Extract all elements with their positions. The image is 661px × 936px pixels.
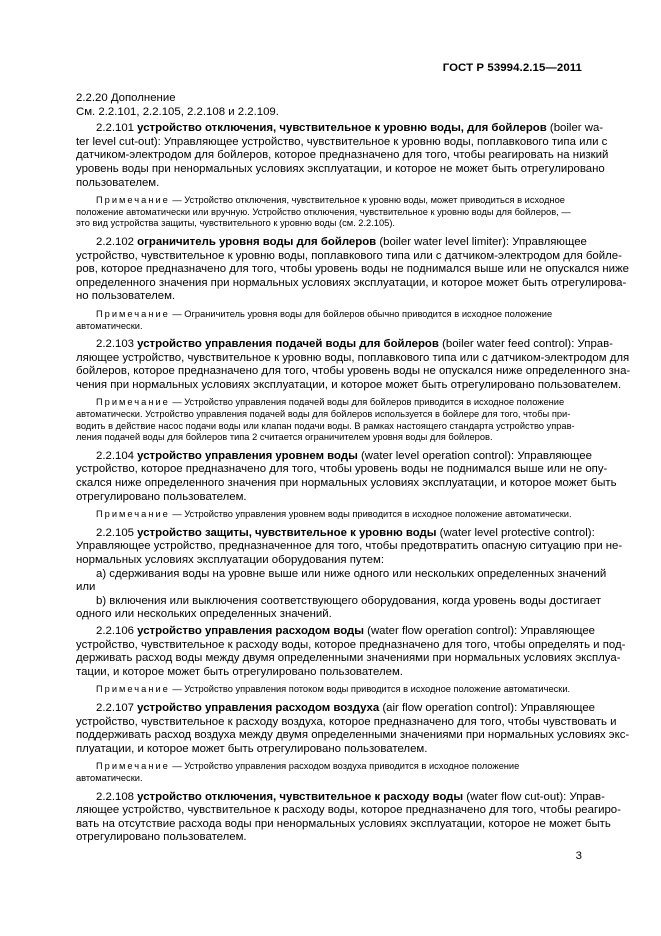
term: устройство управления расходом воздуха	[137, 701, 380, 714]
clause-number: 2.2.105	[96, 526, 138, 539]
section-heading: 2.2.20 Дополнение	[76, 92, 176, 104]
note-text: ления подачей воды для бойлеров типа 2 считается ограничителем уровня воды для бойлеров.	[76, 432, 493, 443]
section-2-2-20	[76, 92, 585, 119]
definition-text: ter level cut-out): Управляющее устройство, чувствительное к уровню воды, поплавкового типа или с	[76, 135, 608, 148]
note-label: Примечание	[96, 397, 170, 408]
definition-text: чения при нормальных условиях эксплуатации, и которое может быть отрегулировано пользователем.	[76, 378, 622, 391]
list-item-a: а) сдерживания воды на уровне выше или ниже одного или нескольких определенных значений	[96, 567, 607, 580]
note-2-2-106	[76, 684, 585, 696]
definition-text: ляющее устройство, чувствительное к уровню воды, поплавкового типа или с датчиком-электродом для	[76, 351, 630, 364]
note-text: — Устройство отключения, чувствительное к уровню воды, может приводиться в исходное	[169, 195, 565, 206]
clause-number: 2.2.106	[96, 624, 138, 637]
definition-text: (water flow operation control): Управляющее	[364, 624, 595, 637]
page-number: 3	[575, 850, 582, 862]
definition-text: (boiler water feed control): Управ-	[438, 338, 613, 351]
note-text: автоматически.	[76, 320, 143, 331]
definition-text: (water level operation control): Управляющее	[357, 449, 592, 462]
definition-text: ляющее устройство, чувствительное к расходу воды, которое предназначено для того, чтобы реагиро-	[76, 804, 621, 817]
definition-text: нормальных условиях эксплуатации оборудования путем:	[76, 554, 385, 566]
definition-text: устройство, чувствительное к расходу воздуха, которое предназначено для того, чтобы чувствовать и	[76, 715, 617, 728]
clause-number: 2.2.108	[96, 790, 138, 803]
note-text: положение автоматически или вручную. Устройство отключения, чувствительное к уровню воды для бойлеров, —	[76, 206, 571, 217]
note-2-2-103	[76, 397, 585, 443]
clause-number: 2.2.101	[96, 122, 138, 135]
definition-2-2-101	[76, 122, 609, 190]
definition-text: отрегулировано пользователем.	[76, 490, 247, 503]
note-text: это вид устройства защиты, чувствительного к уровню воды (см. 2.2.105).	[76, 218, 395, 229]
note-label: Примечание	[96, 761, 170, 772]
section-reference: См. 2.2.101, 2.2.105, 2.2.108 и 2.2.109.	[76, 105, 279, 118]
note-text: водить в действие насос подачи воды или клапан подачи воды. В рамках настоящего стандарта устройство управ-	[76, 420, 575, 431]
term: устройство отключения, чувствительное к уровню воды, для бойлеров	[137, 122, 547, 135]
definition-text: ров, которое предназначено для того, чтобы уровень воды не поднимался выше или не опускался ниже	[76, 263, 629, 276]
definition-text: держивать расход воды между двумя определенными значениями при нормальных условиях эксплуа-	[76, 652, 621, 665]
definition-text: отрегулировано пользователем.	[76, 831, 247, 844]
definition-text: определенного значения при нормальных условиях эксплуатации, и которое может быть отрегулирова-	[76, 276, 627, 289]
clause-number: 2.2.104	[96, 449, 138, 462]
list-connector: или	[76, 581, 96, 594]
note-text: — Ограничитель уровня воды для бойлеров обычно приводится в исходное положение	[169, 308, 553, 319]
definition-2-2-107	[76, 701, 630, 756]
note-label: Примечание	[96, 195, 170, 206]
term: ограничитель уровня воды для бойлеров	[137, 235, 377, 248]
definition-text: (air flow operation control): Управляющее	[379, 701, 596, 714]
note-2-2-101	[76, 195, 585, 230]
term: устройство управления подачей воды для бойлеров	[137, 338, 439, 351]
definition-text: устройство, чувствительное к уровню воды, поплавкового типа или с датчиком-электродом для бойле-	[76, 249, 622, 262]
definition-2-2-108	[76, 790, 621, 845]
definition-text: устройство, чувствительное к расходу воды, которое предназначено для того, чтобы определять и под-	[76, 638, 626, 651]
clause-number: 2.2.102	[96, 235, 138, 248]
clause-number: 2.2.107	[96, 701, 138, 714]
note-text: — Устройство управления подачей воды для бойлеров приводится в исходное положение	[169, 397, 565, 408]
definition-text: пользователем.	[76, 176, 160, 189]
note-text: автоматически. Устройство управления подачей воды для бойлеров используется в бойлере для того, чтобы при-	[76, 409, 571, 420]
definition-text: устройство, которое предназначено для того, чтобы уровень воды не поднимался выше или не опу-	[76, 463, 608, 476]
term: устройство отключения, чувствительное к расходу воды	[137, 790, 464, 803]
note-label: Примечание	[96, 509, 170, 520]
note-2-2-104	[76, 509, 585, 521]
note-2-2-102	[76, 309, 585, 332]
definition-text: (boiler wa-	[546, 122, 604, 135]
note-2-2-107	[76, 761, 585, 784]
definition-2-2-106	[76, 624, 626, 679]
definition-text: (water level protective control):	[436, 526, 595, 539]
clause-number: 2.2.103	[96, 338, 138, 351]
note-text: — Устройство управления потоком воды приводится в исходное положение автоматически.	[169, 684, 571, 695]
definition-text: вать на отсутствие расхода воды при ненормальных условиях эксплуатации, которое не может быть	[76, 817, 611, 830]
list-item-b: b) включения или выключения соответствующего оборудования, когда уровень воды достигает	[96, 594, 601, 607]
definition-text: бойлеров, которое предназначено для того, чтобы уровень воды не опускался ниже определенного зна-	[76, 365, 631, 378]
definition-text: поддерживать расход воздуха между двумя определенными значениями при нормальных условиях экс-	[76, 729, 630, 742]
definition-text: тации, и которое может быть отрегулировано пользователем.	[76, 665, 403, 678]
definition-text: но пользователем.	[76, 290, 176, 303]
definition-2-2-104	[76, 449, 617, 504]
note-text: автоматически.	[76, 772, 143, 783]
term: устройство защиты, чувствительное к уровню воды	[137, 526, 437, 539]
note-label: Примечание	[96, 684, 170, 695]
definition-text: датчиком-электродом для бойлеров, которое предназначено для того, чтобы реагировать на низкий	[76, 149, 609, 162]
note-label: Примечание	[96, 308, 170, 319]
definition-2-2-102	[76, 235, 629, 304]
document-body	[76, 92, 631, 848]
document-id-header: ГОСТ Р 53994.2.15—2011	[442, 62, 582, 74]
definition-text: уровень воды при ненормальных условиях эксплуатации, и которое не может быть отрегулировано	[76, 162, 605, 175]
list-item-b-continued: одного или нескольких определенных значений.	[76, 608, 332, 621]
note-text: — Устройство управления расходом воздуха приводится в исходное положение	[169, 761, 520, 772]
definition-text: (water flow cut-out): Управ-	[463, 790, 605, 803]
definition-2-2-105	[76, 526, 623, 622]
definition-text: Управляющее устройство, предназначенное для того, чтобы предотвратить опасную ситуацию при не-	[76, 540, 623, 553]
definition-text: (boiler water level limiter): Управляющее	[376, 235, 587, 248]
note-text: — Устройство управления уровнем воды приводится в исходное положение автоматически.	[169, 509, 572, 520]
term: устройство управления уровнем воды	[137, 449, 358, 462]
definition-2-2-103	[76, 338, 631, 392]
definition-text: скался ниже определенного значения при нормальных условиях эксплуатации, и которое может быть	[76, 477, 617, 490]
definition-text: плуатации, и которое может быть отрегулировано пользователем.	[76, 742, 428, 755]
term: устройство управления расходом воды	[137, 624, 364, 637]
